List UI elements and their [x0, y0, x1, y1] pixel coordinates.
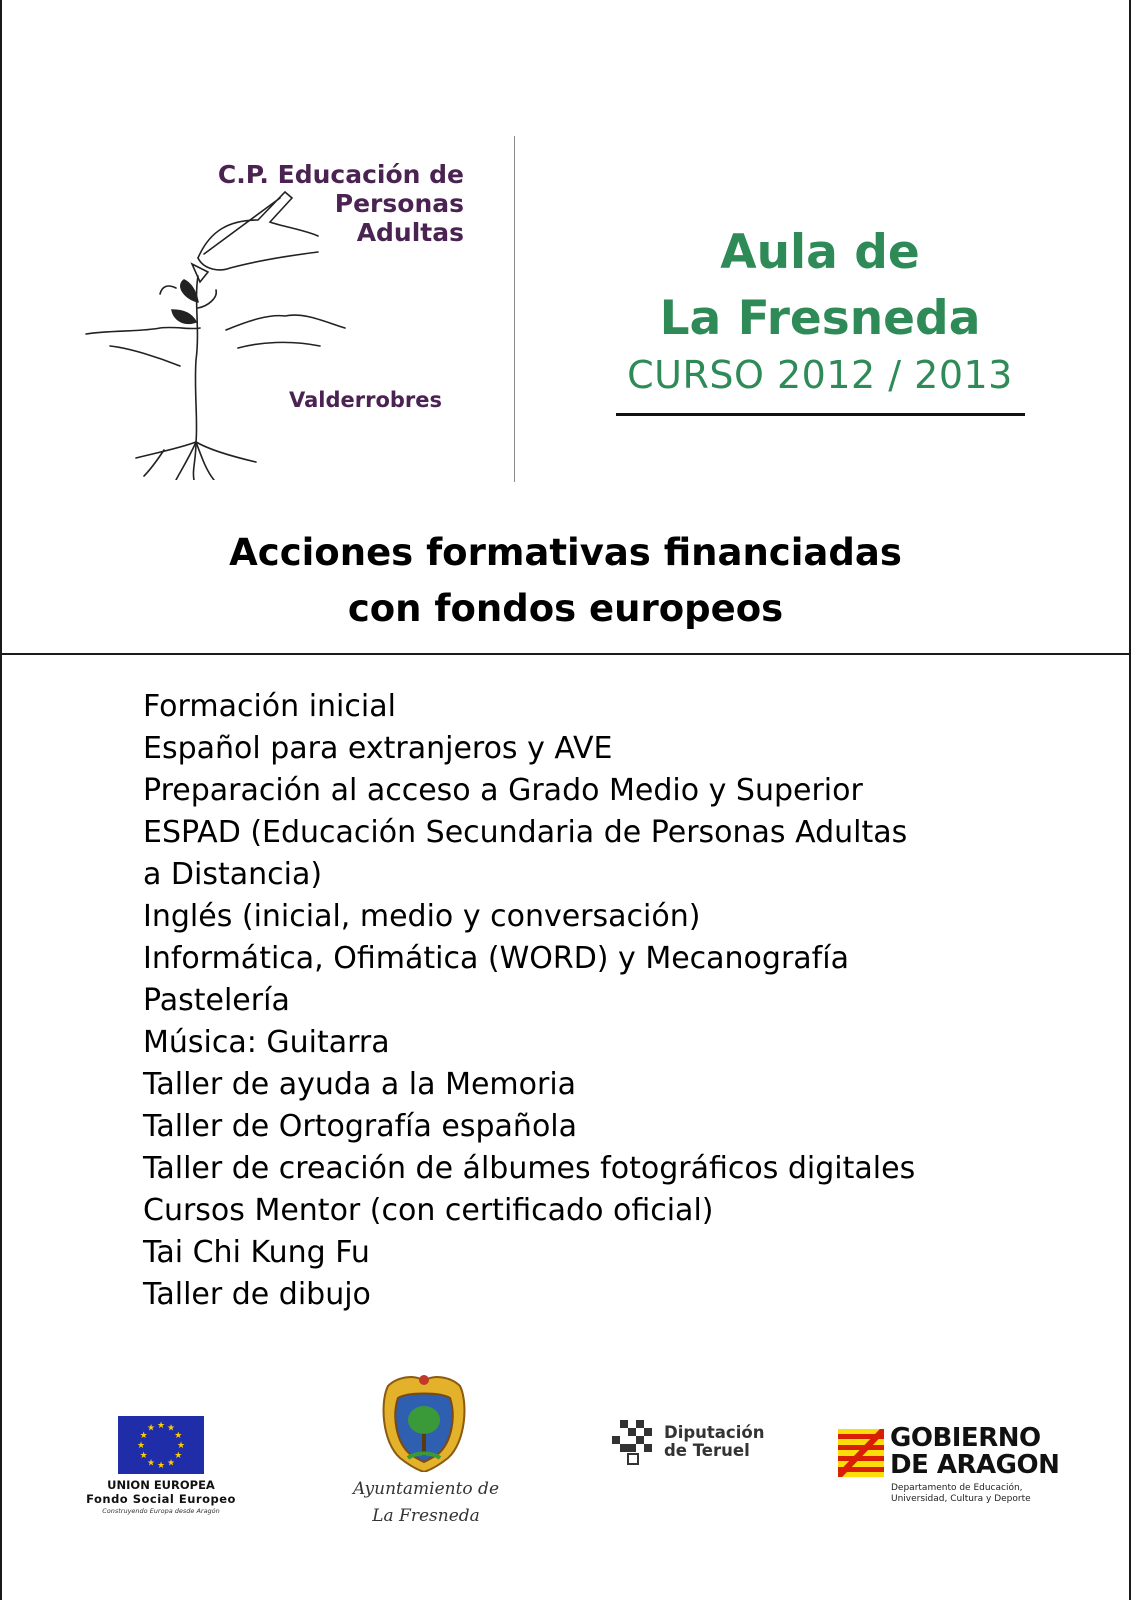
school-logo — [80, 150, 470, 480]
coat-of-arms-icon — [378, 1372, 470, 1472]
eu-logo — [84, 1416, 244, 1516]
svg-text:★: ★ — [166, 1458, 176, 1469]
list-item: a Distancia) — [143, 857, 323, 892]
svg-text:★: ★ — [176, 1441, 186, 1451]
svg-text:★: ★ — [139, 1430, 148, 1441]
svg-text:★: ★ — [146, 1423, 156, 1434]
svg-text:★: ★ — [136, 1441, 146, 1451]
list-item: Inglés (inicial, medio y conversación) — [143, 899, 701, 934]
eu-name: UNION EUROPEA — [107, 1478, 215, 1492]
svg-text:★: ★ — [156, 1461, 166, 1471]
list-item: Tai Chi Kung Fu — [143, 1235, 370, 1270]
list-item: Español para extranjeros y AVE — [143, 731, 613, 766]
page-subtitle: Acciones formativas financiadas con fondos europeos — [229, 531, 902, 630]
diputacion-logo — [610, 1420, 770, 1470]
ayuntamiento-name: Ayuntamiento de La Fresneda — [352, 1479, 500, 1526]
course-year: CURSO 2012 / 2013 — [627, 353, 1013, 397]
diputacion-name: Diputación de Teruel — [664, 1423, 765, 1460]
eu-fund: Fondo Social Europeo — [86, 1492, 236, 1506]
list-item: Taller de ayuda a la Memoria — [143, 1067, 577, 1102]
svg-text:★: ★ — [174, 1451, 183, 1461]
ayuntamiento-logo — [340, 1372, 520, 1532]
svg-text:★: ★ — [166, 1423, 176, 1434]
aragon-logo — [838, 1425, 1068, 1505]
list-item: ESPAD (Educación Secundaria de Personas Adultas — [143, 815, 908, 850]
svg-text:★: ★ — [174, 1430, 183, 1441]
list-item: Preparación al acceso a Grado Medio y Superior — [143, 773, 863, 808]
school-town: Valderrobres — [289, 388, 443, 412]
aragon-department: Departamento de Educación, Universidad, Cultura y Deporte — [891, 1483, 1031, 1504]
heading-underline — [616, 413, 1025, 416]
header-divider — [514, 136, 515, 482]
aula-title: Aula de La Fresneda — [659, 225, 981, 346]
eu-motto: Construyendo Europa desde Aragón — [102, 1507, 220, 1515]
section-divider — [0, 653, 1131, 655]
svg-text:★: ★ — [139, 1451, 148, 1461]
course-list — [143, 686, 915, 1316]
list-item: Taller de creación de álbumes fotográficos digitales — [143, 1151, 916, 1186]
aragon-name: GOBIERNO DE ARAGON — [890, 1423, 1060, 1480]
list-item: Formación inicial — [143, 689, 396, 724]
aragon-flag-icon — [838, 1429, 884, 1477]
list-item: Música: Guitarra — [143, 1025, 390, 1060]
svg-text:★: ★ — [156, 1421, 166, 1431]
list-item: Informática, Ofimática (WORD) y Mecanografía — [143, 941, 849, 976]
aula-heading — [600, 220, 1040, 398]
left-border — [0, 0, 2, 1600]
plant-hand-drawing-icon — [80, 180, 360, 480]
list-item: Cursos Mentor (con certificado oficial) — [143, 1193, 714, 1228]
list-item: Pastelería — [143, 983, 290, 1018]
list-item: Taller de Ortografía española — [143, 1109, 578, 1144]
svg-text:★: ★ — [146, 1458, 156, 1469]
school-name: C.P. Educación de Personas Adultas — [217, 160, 464, 247]
list-item: Taller de dibujo — [143, 1277, 371, 1312]
diputacion-pixel-icon — [610, 1420, 660, 1466]
eu-flag-icon — [118, 1416, 204, 1474]
